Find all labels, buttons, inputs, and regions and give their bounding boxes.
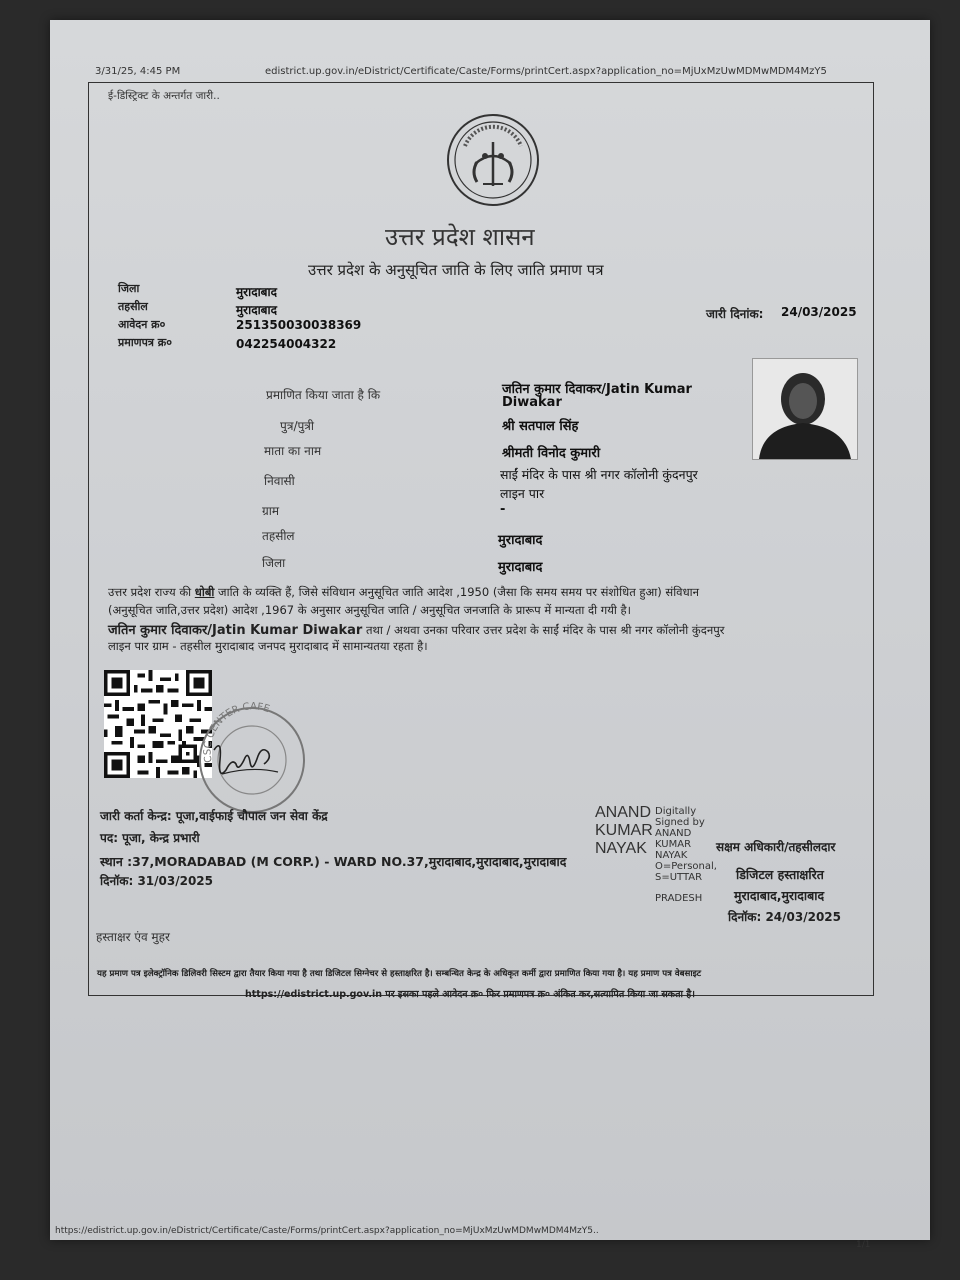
footer-note-line1: यह प्रमाण पत्र इलेक्ट्रॉनिक डिलिवरी सिस्टम द्वारा तैयार किया गया है तथा डिजिटल सिग्नेचर से हस्ताक्षरित है। सम्बन्धित केन्द्र के अधिकृत कर्मी द्वारा प्रमाणित किया गया है। यह प्रमाण पत्र वेबसाइट xyxy=(97,969,702,979)
resident-value-line2: लाइन पार xyxy=(500,486,545,501)
field-district-label: जिला xyxy=(262,556,286,570)
meta-tehsil-value: मुरादाबाद xyxy=(236,303,278,317)
field-tehsil-value: मुरादाबाद xyxy=(498,533,543,548)
meta-district-label: जिला xyxy=(118,282,140,295)
issued-under-note: ई-डिस्ट्रिक्ट के अन्तर्गत जारी.. xyxy=(108,90,220,102)
meta-application-label: आवेदन क्र० xyxy=(118,318,166,331)
resident-value-line1: साईं मंदिर के पास श्री नगर कॉलोनी कुंदनपुर xyxy=(500,467,698,482)
caste-statement-line3: जतिन कुमार दिवाकर/Jatin Kumar Diwakar तथा / अथवा उनका परिवार उत्तर प्रदेश के साईं मंदिर के पास श्री नगर कॉलोनी कुंदनपुर xyxy=(108,623,725,638)
field-tehsil-label: तहसील xyxy=(262,529,295,543)
resident-label: निवासी xyxy=(264,474,295,488)
meta-application-value: 251350030038369 xyxy=(236,318,362,332)
meta-district-value: मुरादाबाद xyxy=(236,285,278,299)
parent-label: पुत्र/पुत्री xyxy=(280,419,315,433)
print-footer-url: https://edistrict.up.gov.in/eDistrict/Certificate/Caste/Forms/printCert.aspx?application_no=MjUxMzUwMDMwMDM4MzY5.. xyxy=(55,1226,599,1236)
applicant-name-inline: जतिन कुमार दिवाकर/Jatin Kumar Diwakar xyxy=(108,623,363,638)
mother-label: माता का नाम xyxy=(264,444,322,458)
print-page-number: 1/1 xyxy=(856,1240,871,1250)
caste-statement-line1: उत्तर प्रदेश राज्य की धोबी जाति के व्यक्ति हैं, जिसे संविधान अनुसूचित जाति आदेश ,1950 (जैसा कि समय समय पर संशोधित हुआ) संविधान xyxy=(108,585,699,599)
issuer-date: दिनॉक: 31/03/2025 xyxy=(100,874,214,888)
digital-signature-block xyxy=(595,804,653,858)
village-label: ग्राम xyxy=(262,504,280,518)
meta-certificate-value: 042254004322 xyxy=(236,337,337,351)
dsig-name-line3: NAYAK xyxy=(595,840,647,857)
meta-certificate-label: प्रमाणपत्र क्र० xyxy=(118,336,172,349)
certify-label: प्रमाणित किया जाता है कि xyxy=(266,388,381,402)
field-district-value: मुरादाबाद xyxy=(498,560,543,575)
sign-and-seal-label: हस्ताक्षर एंव मुहर xyxy=(96,930,170,944)
certificate-subtitle: उत्तर प्रदेश के अनुसूचित जाति के लिए जाति प्रमाण पत्र xyxy=(308,261,604,279)
meta-tehsil-label: तहसील xyxy=(118,300,148,313)
dsig-name-line1: ANAND xyxy=(595,804,652,821)
up-government-emblem xyxy=(445,112,541,208)
digital-signature-details: Digitally Signed by ANAND KUMAR NAYAK O=Personal, S=UTTAR PRADESH xyxy=(655,806,717,904)
caste-statement-line2: (अनुसूचित जाति,उत्तर प्रदेश) आदेश ,1967 के अनुसार अनुसूचित जाति / अनुसूचित जनजाति के प्रारूप में मान्यता दी गयी है। xyxy=(108,603,631,617)
village-value: - xyxy=(500,502,506,517)
authority-digital: डिजिटल हस्ताक्षरित xyxy=(736,867,824,882)
issuer-seal-stamp xyxy=(192,700,310,818)
mother-value: श्रीमती विनोद कुमारी xyxy=(502,446,601,461)
seal-lettering: CSC CENTER CAFE xyxy=(202,701,271,764)
print-url: edistrict.up.gov.in/eDistrict/Certificate/Caste/Forms/printCert.aspx?application_no=MjUxMzUwMDMwMDM4MzY5 xyxy=(265,66,827,77)
caste-name: धोबी xyxy=(194,585,215,599)
issuer-post: पद: पूजा, केन्द्र प्रभारी xyxy=(100,831,200,845)
authority-date: दिनॉक: 24/03/2025 xyxy=(728,910,842,924)
dsig-name-line2: KUMAR xyxy=(595,822,653,839)
caste-statement-line4: लाइन पार ग्राम - तहसील मुरादाबाद जनपद मुरादाबाद में सामान्यतया रहता है। xyxy=(108,639,428,653)
issue-date-value: 24/03/2025 xyxy=(781,305,857,319)
issuer-place: स्थान :37,MORADABAD (M CORP.) - WARD NO.37,मुरादाबाद,मुरादाबाद,मुरादाबाद xyxy=(100,854,567,869)
name-value-line2: Diwakar xyxy=(502,395,562,410)
authority-place: मुरादाबाद,मुरादाबाद xyxy=(734,888,825,903)
parent-value: श्री सतपाल सिंह xyxy=(502,419,579,434)
authority-title: सक्षम अधिकारी/तहसीलदार xyxy=(716,840,836,854)
certificate-title: उत्तर प्रदेश शासन xyxy=(385,223,535,251)
svg-text:CSC CENTER CAFE xyxy=(203,701,271,763)
name-value-line1: जतिन कुमार दिवाकर/Jatin Kumar xyxy=(502,382,692,397)
applicant-photo xyxy=(752,358,858,460)
issue-date-label: जारी दिनांक: xyxy=(706,307,764,321)
print-datetime: 3/31/25, 4:45 PM xyxy=(95,66,181,77)
issuing-center: जारी कर्ता केन्द्र: पूजा,वाईफाई चौपाल जन सेवा केंद्र xyxy=(100,809,328,823)
footer-note-line2: https://edistrict.up.gov.in पर इसका पहले आवेदन क्र० फिर प्रमाणपत्र क्र० अंकित कर,सत्यापित किया जा सकता है। xyxy=(245,989,695,1000)
